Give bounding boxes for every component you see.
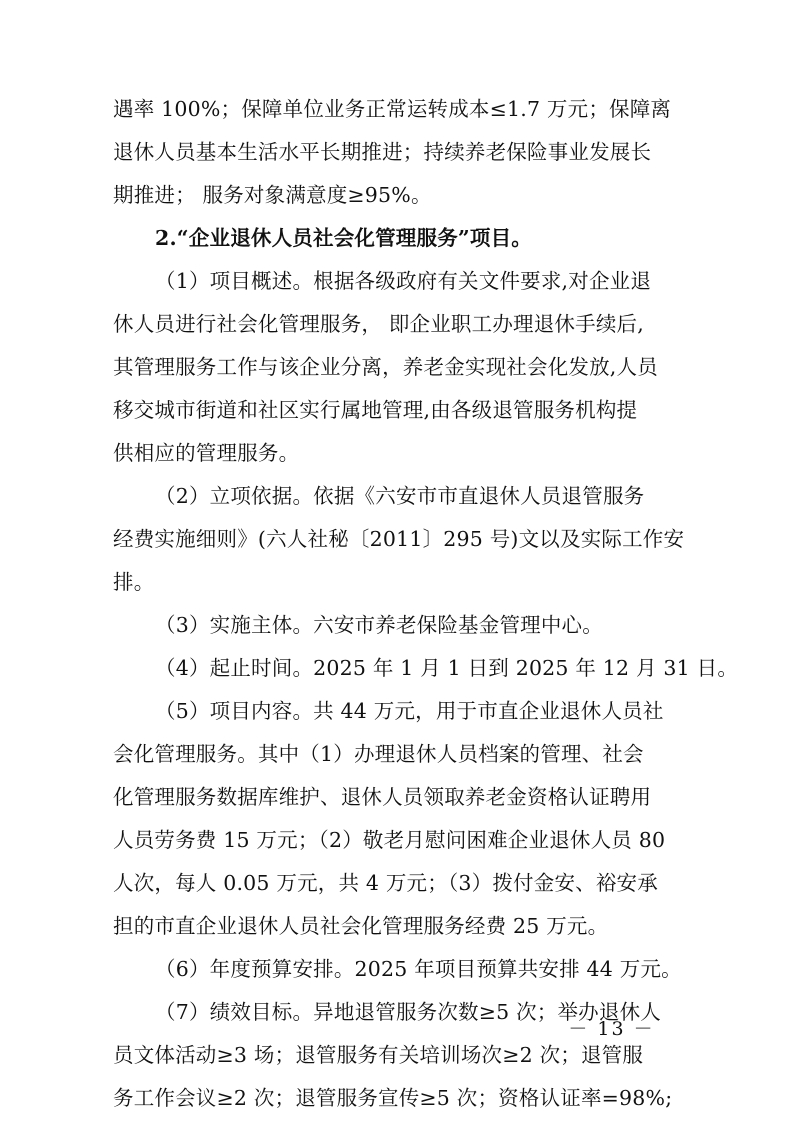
text-line: 人次，每人 0.05 万元，共 4 万元；（3）拨付金安、裕安承	[113, 871, 658, 895]
text-line: （5）项目内容。共 44 万元，用于市直企业退休人员社	[155, 699, 664, 723]
text-line: 移交城市街道和社区实行属地管理,由各级退管服务机构提	[113, 398, 638, 422]
text-line: 供相应的管理服务。	[113, 441, 300, 465]
text-line: （2）立项依据。依据《六安市市直退休人员退管服务	[155, 484, 645, 508]
text-line: （7）绩效目标。异地退管服务次数≥5 次；举办退休人	[155, 1000, 661, 1024]
text-line: 2.“企业退休人员社会化管理服务”项目。	[155, 226, 532, 250]
text-line: 期推进； 服务对象满意度≥95%。	[113, 183, 432, 207]
text-line: 化管理服务数据库维护、退休人员领取养老金资格认证聘用	[113, 785, 652, 809]
text-line: 遇率 100%；保障单位业务正常运转成本≤1.7 万元；保障离	[113, 97, 672, 121]
document-body	[113, 88, 739, 1120]
text-line: （4）起止时间。2025 年 1 月 1 日到 2025 年 12 月 31 日。	[155, 656, 739, 680]
text-line: 人员劳务费 15 万元；（2）敬老月慰问困难企业退休人员 80	[113, 828, 666, 852]
page-number-text: － 13 －	[568, 1018, 655, 1040]
text-line: （1）项目概述。根据各级政府有关文件要求,对企业退	[155, 269, 652, 293]
text-line: 其管理服务工作与该企业分离，养老金实现社会化发放,人员	[113, 355, 658, 379]
text-line: 排。	[113, 570, 155, 594]
text-line: 会化管理服务。其中（1）办理退休人员档案的管理、社会	[113, 742, 644, 766]
text-line: 经费实施细则》(六人社秘〔2011〕295 号)文以及实际工作安	[113, 527, 685, 551]
text-line: （6）年度预算安排。2025 年项目预算共安排 44 万元。	[155, 957, 682, 981]
text-line: 务工作会议≥2 次；退管服务宣传≥5 次；资格认证率=98%;	[113, 1086, 673, 1110]
text-line: 员文体活动≥3 场；退管服务有关培训场次≥2 次；退管服	[113, 1043, 644, 1067]
page-number	[0, 1014, 793, 1041]
text-line: 退休人员基本生活水平长期推进；持续养老保险事业发展长	[113, 140, 652, 164]
text-line: 休人员进行社会化管理服务， 即企业职工办理退休手续后,	[113, 312, 644, 336]
text-line: 担的市直企业退休人员社会化管理服务经费 25 万元。	[113, 914, 609, 938]
text-line: （3）实施主体。六安市养老保险基金管理中心。	[155, 613, 603, 637]
